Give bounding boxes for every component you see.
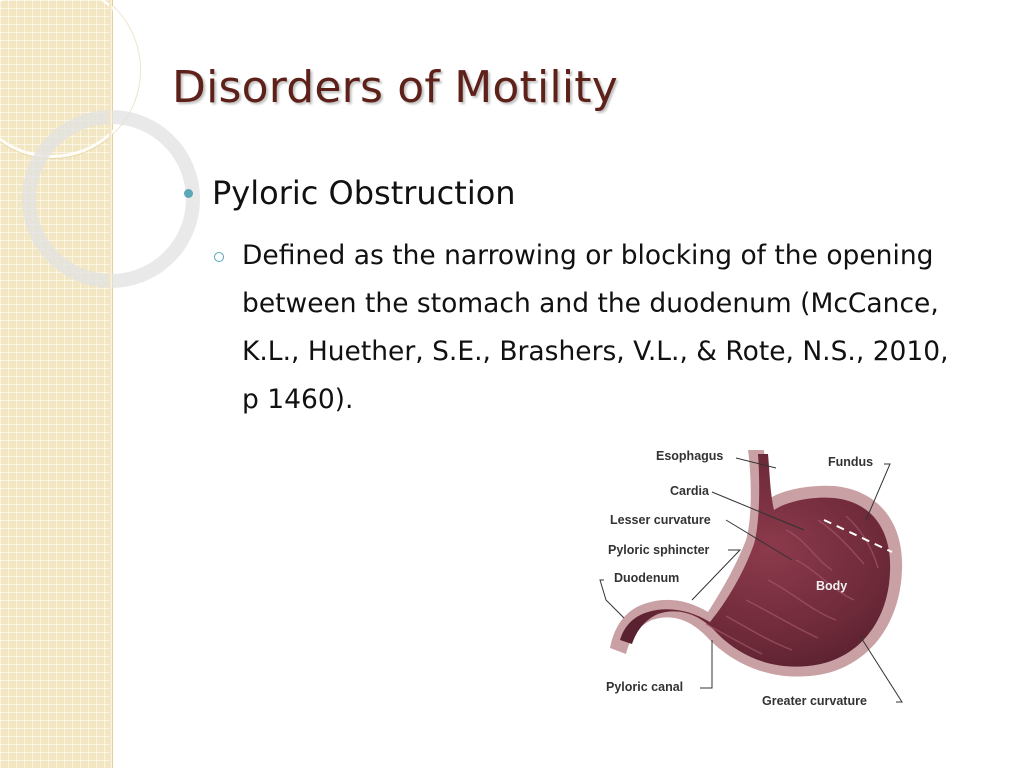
stomach-diagram xyxy=(596,440,916,720)
slide-title: Disorders of Motility xyxy=(172,62,618,113)
label-pyloric-sphincter: Pyloric sphincter xyxy=(608,543,710,557)
label-esophagus: Esophagus xyxy=(656,449,724,463)
label-fundus: Fundus xyxy=(828,455,874,469)
filled-dot-icon xyxy=(184,189,193,198)
bullet-level1-text: Pyloric Obstruction xyxy=(212,174,516,212)
label-cardia: Cardia xyxy=(670,484,709,498)
label-body: Body xyxy=(816,579,848,593)
bullet-level2 xyxy=(214,238,994,424)
label-greater-curvature: Greater curvature xyxy=(762,694,867,708)
decorative-side-strip xyxy=(0,0,113,768)
label-pyloric-canal: Pyloric canal xyxy=(606,680,684,694)
label-lesser-curvature: Lesser curvature xyxy=(610,513,711,527)
bullet-level2-text: Defined as the narrowing or blocking of the opening between the stomach and the duodenum (McCance, K.L., Huether, S.E., Brashers, V.L., & Rote, N.S., 2010, p 1460). xyxy=(242,240,949,415)
label-duodenum: Duodenum xyxy=(614,571,680,585)
ring-bullet-icon xyxy=(214,252,224,262)
decorative-ring-icon xyxy=(0,0,140,158)
decorative-ring-icon xyxy=(22,110,200,288)
bullet-level1 xyxy=(184,174,516,212)
